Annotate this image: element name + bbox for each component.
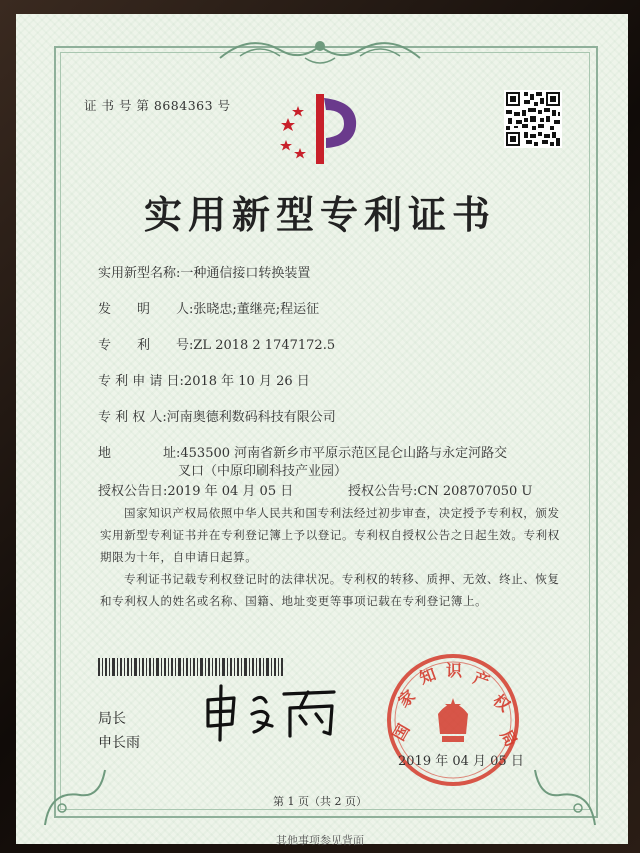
certificate-number-label: 证 书 号 第	[84, 98, 150, 113]
field-value: 张晓忠;董继亮;程运征	[193, 302, 320, 317]
certificate-title: 实用新型专利证书	[143, 192, 496, 237]
certificate-number-value: 8684363	[153, 98, 214, 113]
page-indicator: 第 1 页（共 2 页）	[273, 795, 367, 808]
field-value: 2018 年 10 月 26 日	[183, 374, 310, 389]
patent-office-logo	[278, 88, 362, 168]
signatory-name: 申长雨	[98, 735, 140, 751]
field-value: 2019 年 04 月 05 日	[167, 484, 294, 499]
footer-text: 其他事项参见背面	[276, 834, 364, 847]
paragraph-legal-status: 专利证书记载专利权登记时的法律状况。专利权的转移、质押、无效、终止、恢复和专利权人的姓名或名称、国籍、地址变更等事项记载在专利登记簿上。	[100, 572, 560, 608]
svg-text:国: 国	[389, 720, 414, 744]
field-address	[98, 442, 507, 461]
qr-code	[504, 90, 562, 148]
field-utility-model-name	[98, 262, 310, 281]
field-application-date	[98, 370, 310, 389]
svg-text:局: 局	[496, 726, 521, 750]
field-label: 授权公告日:	[98, 484, 168, 499]
svg-text:识: 识	[446, 661, 463, 680]
paragraph-grant: 国家知识产权局依照中华人民共和国专利法经过初步审查，决定授予专利权，颁发实用新型专利证书并在专利登记簿上予以登记。专利权自授权公告之日起生效。专利权期限为十年，自申请日起算。	[100, 506, 560, 564]
signatory-title: 局长	[98, 711, 126, 727]
field-value: CN 208707050 U	[417, 484, 533, 499]
field-value: 453500 河南省新乡市平原示范区昆仑山路与永定河路交	[180, 446, 508, 461]
top-ornament-icon	[210, 28, 430, 72]
handwritten-signature	[196, 680, 346, 742]
field-label: 专 利 权 人:	[98, 410, 167, 425]
field-patent-number	[98, 334, 335, 353]
field-label: 地 址:	[98, 446, 181, 461]
svg-text:家: 家	[394, 686, 419, 712]
field-label: 专 利 号:	[98, 338, 194, 353]
field-value: 一种通信接口转换装置	[180, 266, 311, 281]
field-grant-date	[98, 480, 293, 499]
field-label: 实用新型名称:	[98, 266, 181, 281]
field-address-line2	[178, 460, 347, 479]
field-value: 叉口（中原印刷科技产业园）	[178, 464, 348, 479]
field-value: ZL 2018 2 1747172.5	[193, 338, 336, 353]
official-seal	[380, 650, 526, 790]
field-label: 授权公告号:	[348, 484, 418, 499]
field-label: 专 利 申 请 日:	[98, 374, 184, 389]
certificate-number-suffix: 号	[217, 98, 231, 113]
field-grant-number	[348, 480, 532, 499]
barcode	[98, 658, 286, 676]
field-value: 河南奥德利数码科技有限公司	[166, 410, 336, 425]
svg-text:产: 产	[470, 667, 493, 692]
seal-date: 2019 年 04 月 05 日	[398, 754, 524, 769]
certificate-number	[84, 96, 231, 114]
svg-text:权: 权	[489, 690, 514, 716]
field-label: 发 明 人:	[98, 302, 194, 317]
field-inventors	[98, 298, 319, 317]
field-patentee	[98, 406, 336, 425]
svg-text:知: 知	[416, 664, 439, 688]
